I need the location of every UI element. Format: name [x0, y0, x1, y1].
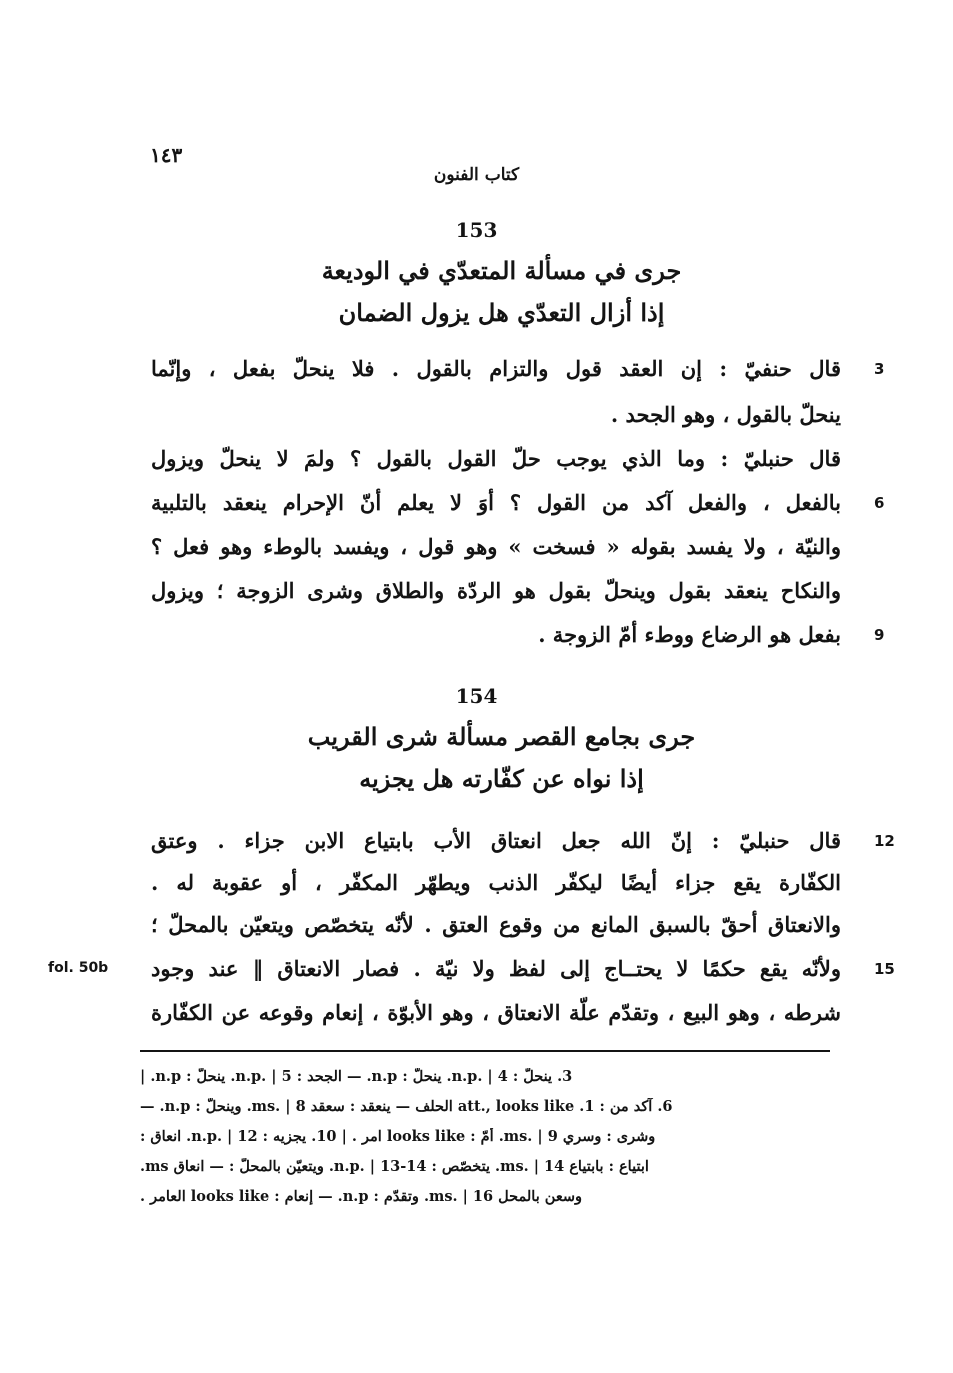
text-line: والانعتاق أحقّ بالسبق المانع من وقوع العتق . لأنّه يتخصّص ويتعيّن بالمحلّ ؛	[151, 912, 841, 937]
line-number: 6	[874, 494, 885, 512]
page-number: ١٤٣	[150, 143, 183, 167]
folio-note: fol. 50b	[48, 960, 109, 976]
text-line: قال حنبليّ : إنّ الله جعل انعتاق الأب بابتياع الابن جزاء . وعتق	[151, 828, 841, 853]
line-number: 15	[874, 960, 895, 978]
footnote-line: ابتياع : بابتياع ms. | 14. يتخصّص : n.p. | 13-14. ويتعيّن بالمحلّ : — انعاق ms.	[140, 1158, 649, 1175]
section-number: 153	[455, 218, 498, 242]
text-line: ينحلّ بالقول ، وهو الجحد .	[610, 402, 841, 427]
section-title: إذا نواه عن كفّارته هل يجزيه	[359, 764, 644, 793]
section-title: جرى في مسألة المتعدّي في الوديعة	[321, 256, 682, 285]
section-title: جرى بجامع القصر مسألة شرى القريب	[307, 722, 696, 751]
text-line: ولأنّه يقع حكمًا لا يحتــاج إلى لفظ ولا نيّة . فصار الانعتاق ‖ عند وجود	[151, 956, 841, 981]
text-line: والنيّة ، ولا يفسد بقوله « فسخت » وهو قول ، ويفسد بالوطء وهو فعل ؟	[151, 534, 841, 559]
line-number: 12	[874, 832, 895, 850]
text-line: بالفعل ، والفعل آكد من القول ؟ أوَ لا يعلم أنّ الإحرام ينعقد بالتلبية	[151, 490, 841, 515]
line-number: 9	[874, 626, 885, 644]
footnote-line: وسعن بالمحل ms. | 16. وتقدّم : n.p. — إنعام : looks like العامر .	[140, 1188, 582, 1205]
text-line: قال حنفيّ : إن العقد قول والتزام بالقول . فلا ينحلّ بفعل ، وإنّما	[151, 356, 841, 381]
running-title: كتاب الفنون	[433, 165, 520, 185]
text-line: قال حنبليّ : وما الذي يوجب حلّ القول بالقول ؟ ولمَ لا ينحلّ ويزول	[151, 446, 841, 471]
text-line: الكفّارة يقع جزاء أيضًا ليكفّر الذنب ويطهّر المكفّر ، أو عقوبة له .	[151, 870, 841, 895]
section-number: 154	[455, 684, 498, 708]
line-number: 3	[874, 360, 885, 378]
section-title: إذا أزال التعدّي هل يزول الضمان	[338, 298, 665, 327]
footnote-line: 6. آكد من : 1. att., looks like الحلف — ينعقد : سعقد ms. | 8. وينحلّ : n.p. —	[140, 1098, 673, 1115]
footnote-line: 3. ينحلّ : n.p. | 4. ينحلّ : n.p. — الجحد : n.p. | 5. ينحلّ : n.p. |	[140, 1068, 573, 1085]
text-line: بفعل هو الرضاع ووطء أمّ الزوجة .	[538, 622, 841, 647]
footnote-rule	[140, 1050, 830, 1052]
footnote-line: وشرى : وسري ms. | 9. أمّ : looks like امر . | 10. يجزيه : n.p. | 12. انعاق :	[140, 1128, 656, 1145]
text-line: والنكاح ينعقد بقول وينحلّ بقول هو الردّة والطلاق وشرى الزوجة ؛ ويزول	[151, 578, 841, 603]
text-line: شرطه ، وهو البيع ، وتقدّم علّة الانعتاق ، وهو الأبوّة ، إنعام وقوعه عن الكفّارة	[151, 1000, 841, 1025]
